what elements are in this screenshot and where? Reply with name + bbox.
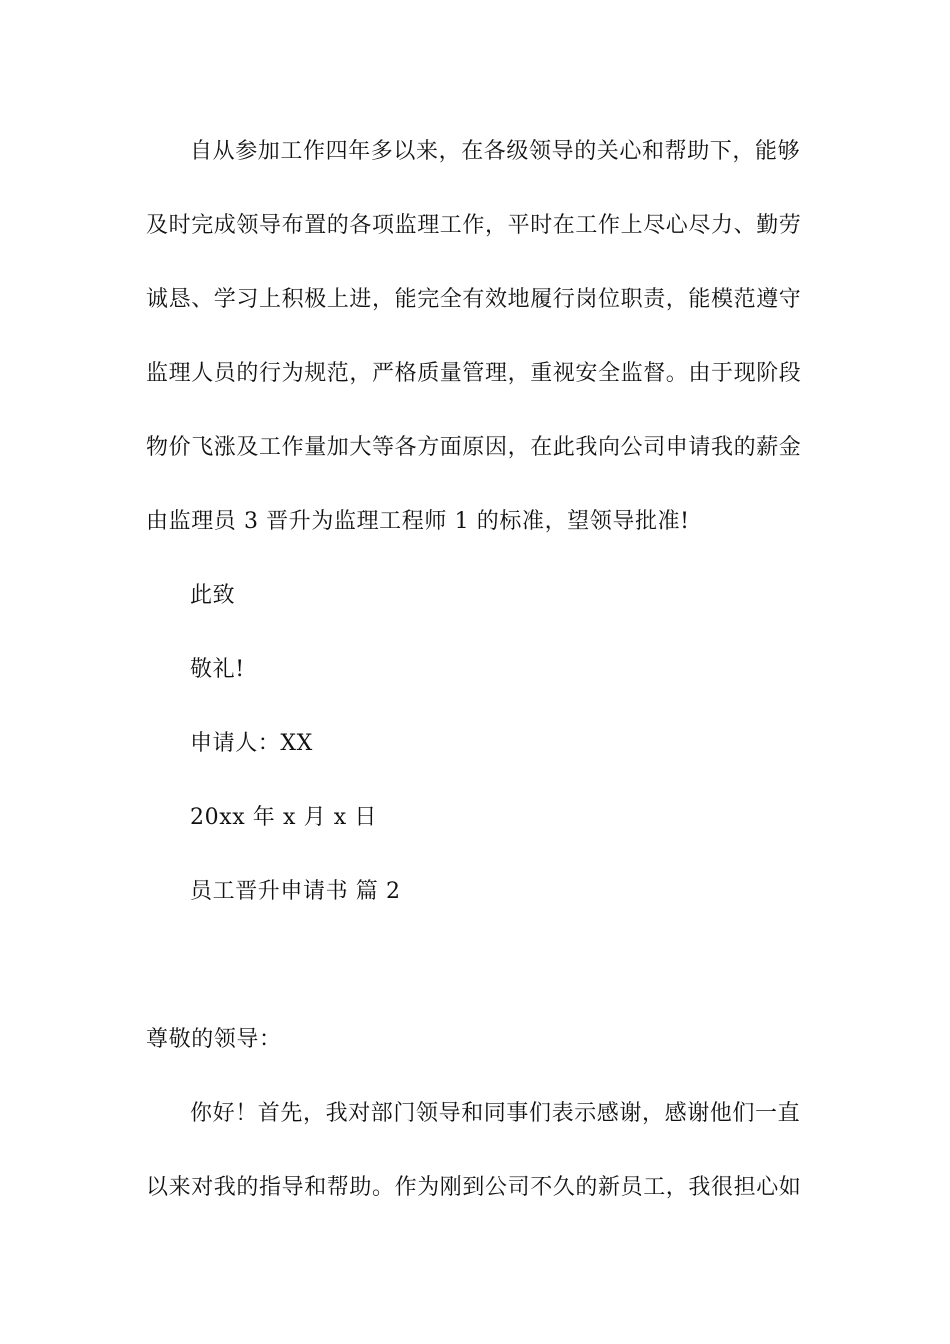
paragraph1-line-1: 自从参加工作四年多以来，在各级领导的关心和帮助下，能够 (190, 139, 801, 164)
paragraph1-line-5: 物价飞涨及工作量加大等各方面原因，在此我向公司申请我的薪金 (146, 435, 802, 460)
applicant-line: 申请人：XX (190, 731, 313, 756)
paragraph2-line-2: 以来对我的指导和帮助。作为刚到公司不久的新员工，我很担心如 (146, 1175, 802, 1200)
paragraph1-line-4: 监理人员的行为规范，严格质量管理，重视安全监督。由于现阶段 (146, 361, 802, 386)
paragraph2-line-1: 你好！首先，我对部门领导和同事们表示感谢，感谢他们一直 (190, 1101, 801, 1126)
closing-line-1: 此致 (190, 583, 236, 608)
closing-line-2: 敬礼! (190, 657, 245, 682)
salutation: 尊敬的领导： (146, 1027, 282, 1052)
paragraph1-line-2: 及时完成领导布置的各项监理工作，平时在工作上尽心尽力、勤劳 (146, 213, 802, 238)
paragraph1-line-6: 由监理员 3 晋升为监理工程师 1 的标准，望领导批准! (146, 509, 690, 534)
section-title: 员工晋升申请书 篇 2 (190, 879, 401, 904)
paragraph1-line-3: 诚恳、学习上积极上进，能完全有效地履行岗位职责，能模范遵守 (146, 287, 802, 312)
date-line: 20xx 年 x 月 x 日 (190, 805, 377, 830)
